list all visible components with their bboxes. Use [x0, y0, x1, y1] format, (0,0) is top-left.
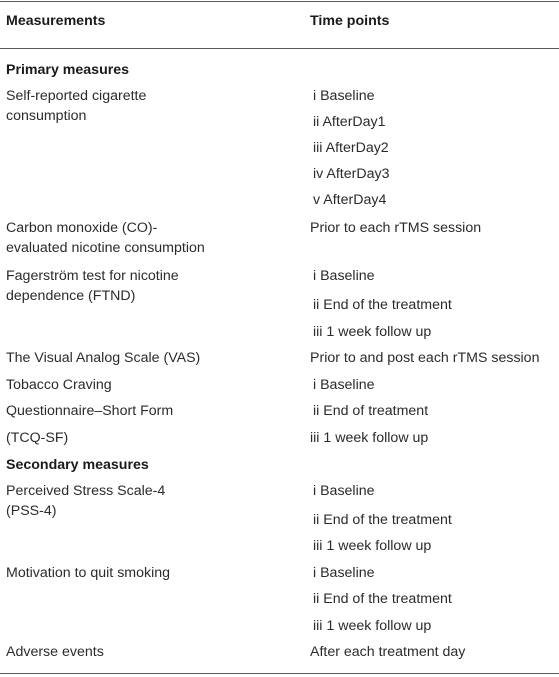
row-co-line2: evaluated nicotine consumption — [6, 240, 205, 256]
top-rule — [0, 1, 559, 2]
header-time-points: Time points — [310, 13, 390, 29]
time-point: iv AfterDay3 — [313, 166, 390, 182]
time-point: i Baseline — [313, 88, 375, 104]
row-tcq-line1: Tobacco Craving — [6, 377, 112, 393]
time-point: iii 1 week follow up — [313, 618, 432, 634]
time-point: After each treatment day — [310, 644, 466, 660]
time-point: ii End of the treatment — [313, 512, 452, 528]
row-pss-line2: (PSS-4) — [6, 503, 57, 519]
time-point: i Baseline — [313, 565, 375, 581]
time-point: ii AfterDay1 — [313, 114, 386, 130]
row-motivation: Motivation to quit smoking — [6, 565, 171, 581]
time-point: ii End of treatment — [313, 403, 429, 419]
row-co-line1: Carbon monoxide (CO)- — [6, 220, 158, 236]
time-point: i Baseline — [313, 268, 375, 284]
time-point: i Baseline — [313, 377, 375, 393]
row-cigarette-line1: Self-reported cigarette — [6, 88, 147, 104]
header-rule — [0, 48, 559, 49]
time-point: iii 1 week follow up — [313, 324, 432, 340]
row-pss-line1: Perceived Stress Scale-4 — [6, 483, 166, 499]
time-point: i Baseline — [313, 483, 375, 499]
time-point: ii End of the treatment — [313, 591, 452, 607]
section-primary: Primary measures — [6, 62, 130, 78]
time-point: iii 1 week follow up — [310, 430, 429, 446]
bottom-rule — [0, 673, 559, 674]
time-point: v AfterDay4 — [313, 192, 387, 208]
time-point: iii AfterDay2 — [313, 140, 389, 156]
time-point: iii 1 week follow up — [313, 538, 432, 554]
row-ftnd-line1: Fagerström test for nicotine — [6, 268, 179, 284]
row-ftnd-line2: dependence (FTND) — [6, 288, 136, 304]
row-cigarette-line2: consumption — [6, 108, 87, 124]
section-secondary: Secondary measures — [6, 457, 149, 473]
row-adverse-events: Adverse events — [6, 644, 104, 660]
row-vas: The Visual Analog Scale (VAS) — [6, 350, 201, 366]
time-point: Prior to and post each rTMS session — [310, 350, 540, 366]
row-tcq-line2: Questionnaire–Short Form — [6, 403, 174, 419]
row-tcq-line3: (TCQ-SF) — [6, 430, 69, 446]
time-point: Prior to each rTMS session — [310, 220, 482, 236]
time-point: ii End of the treatment — [313, 297, 452, 313]
header-measurements: Measurements — [6, 13, 106, 29]
